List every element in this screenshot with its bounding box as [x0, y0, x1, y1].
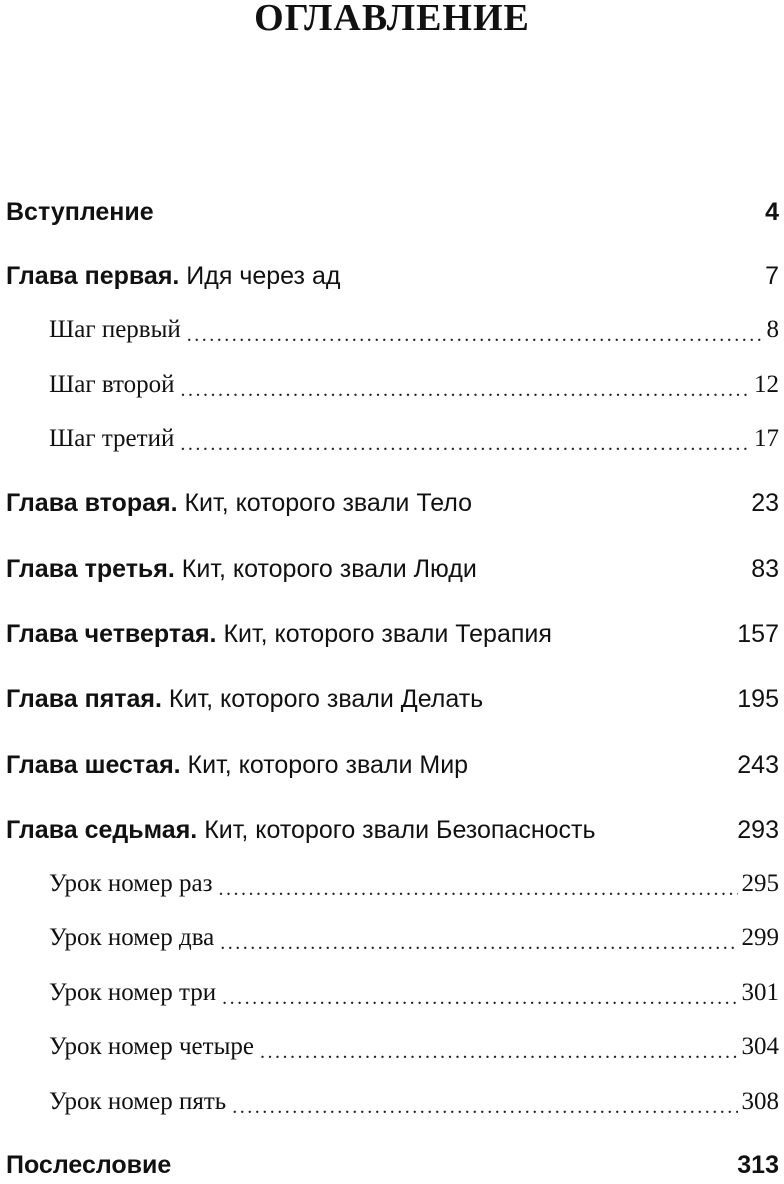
subentry-page-number: 301 — [741, 979, 779, 1006]
toc-subentry-step-3[interactable] — [49, 421, 779, 457]
dot-leader — [222, 987, 737, 1010]
entry-title — [6, 685, 483, 714]
entry-title — [6, 620, 552, 649]
toc-entry-chapter-1[interactable] — [6, 258, 779, 294]
entry-title — [6, 1151, 171, 1180]
entry-title — [6, 816, 596, 845]
entry-page-number: 313 — [737, 1150, 779, 1179]
dot-leader — [187, 324, 763, 347]
subentry-title: Урок номер два — [49, 924, 215, 951]
toc-entry-chapter-7[interactable] — [6, 812, 779, 848]
entry-bold-title: Глава седьмая. — [6, 815, 198, 844]
subentry-page-number: 8 — [766, 316, 779, 343]
entry-title — [6, 751, 468, 780]
entry-title — [6, 489, 472, 518]
entry-page-number: 157 — [737, 619, 779, 648]
toc-entry-chapter-4[interactable] — [6, 616, 779, 652]
entry-subtitle: Кит, которого звали Делать — [161, 684, 484, 713]
entry-title — [6, 555, 477, 584]
subentry-title: Урок номер пять — [49, 1088, 227, 1115]
entry-bold-title: Глава четвертая. — [6, 619, 217, 648]
toc-entry-introduction[interactable] — [6, 194, 779, 230]
subentry-title: Шаг первый — [49, 316, 181, 343]
toc-subentry-step-2[interactable] — [49, 367, 779, 403]
entry-bold-title: Вступление — [6, 197, 154, 226]
entry-bold-title: Глава первая. — [6, 261, 180, 290]
entry-subtitle: Идя через ад — [179, 261, 341, 290]
toc-subentry-lesson-3[interactable] — [49, 975, 779, 1011]
entry-page-number: 293 — [737, 815, 779, 844]
entry-title — [6, 198, 154, 227]
dot-leader — [180, 433, 750, 456]
entry-page-number: 23 — [751, 488, 779, 517]
toc-subentry-lesson-2[interactable] — [49, 920, 779, 956]
entry-subtitle: Кит, которого звали Мир — [180, 750, 469, 779]
entry-subtitle: Кит, которого звали Безопасность — [197, 815, 596, 844]
entry-subtitle: Кит, которого звали Терапия — [216, 619, 552, 648]
entry-bold-title: Глава третья. — [6, 554, 175, 583]
dot-leader — [220, 932, 737, 955]
toc-entry-chapter-2[interactable] — [6, 485, 779, 521]
entry-page-number: 243 — [737, 750, 779, 779]
page-title: ОГЛАВЛЕНИЕ — [254, 0, 530, 39]
subentry-page-number: 12 — [754, 371, 779, 398]
toc-entry-chapter-5[interactable] — [6, 681, 779, 717]
entry-bold-title: Глава пятая. — [6, 684, 162, 713]
subentry-page-number: 295 — [741, 870, 779, 897]
toc-subentry-step-1[interactable] — [49, 312, 779, 348]
entry-bold-title: Глава шестая. — [6, 750, 181, 779]
entry-bold-title: Послесловие — [6, 1150, 172, 1179]
toc-subentry-lesson-1[interactable] — [49, 866, 779, 902]
entry-page-number: 83 — [751, 554, 779, 583]
entry-page-number: 7 — [765, 261, 779, 290]
dot-leader — [232, 1096, 737, 1119]
entry-subtitle: Кит, которого звали Тело — [177, 488, 473, 517]
toc-subentry-lesson-5[interactable] — [49, 1084, 779, 1120]
entry-bold-title: Глава вторая. — [6, 488, 178, 517]
subentry-title: Шаг третий — [49, 425, 175, 452]
subentry-page-number: 299 — [741, 924, 779, 951]
toc-entry-chapter-3[interactable] — [6, 551, 779, 587]
toc-entry-chapter-6[interactable] — [6, 747, 779, 783]
subentry-title: Урок номер три — [49, 979, 217, 1006]
dot-leader — [260, 1041, 738, 1064]
subentry-title: Урок номер раз — [49, 870, 213, 897]
subentry-title: Шаг второй — [49, 371, 175, 398]
toc-entry-afterword[interactable] — [6, 1147, 779, 1183]
entry-page-number: 195 — [737, 684, 779, 713]
subentry-page-number: 17 — [754, 425, 779, 452]
entry-subtitle: Кит, которого звали Люди — [174, 554, 477, 583]
dot-leader — [218, 878, 737, 901]
subentry-page-number: 308 — [741, 1088, 779, 1115]
entry-page-number: 4 — [765, 197, 779, 226]
subentry-title: Урок номер четыре — [49, 1033, 254, 1060]
dot-leader — [180, 379, 750, 402]
subentry-page-number: 304 — [741, 1033, 779, 1060]
toc-subentry-lesson-4[interactable] — [49, 1029, 779, 1065]
entry-title — [6, 262, 340, 291]
